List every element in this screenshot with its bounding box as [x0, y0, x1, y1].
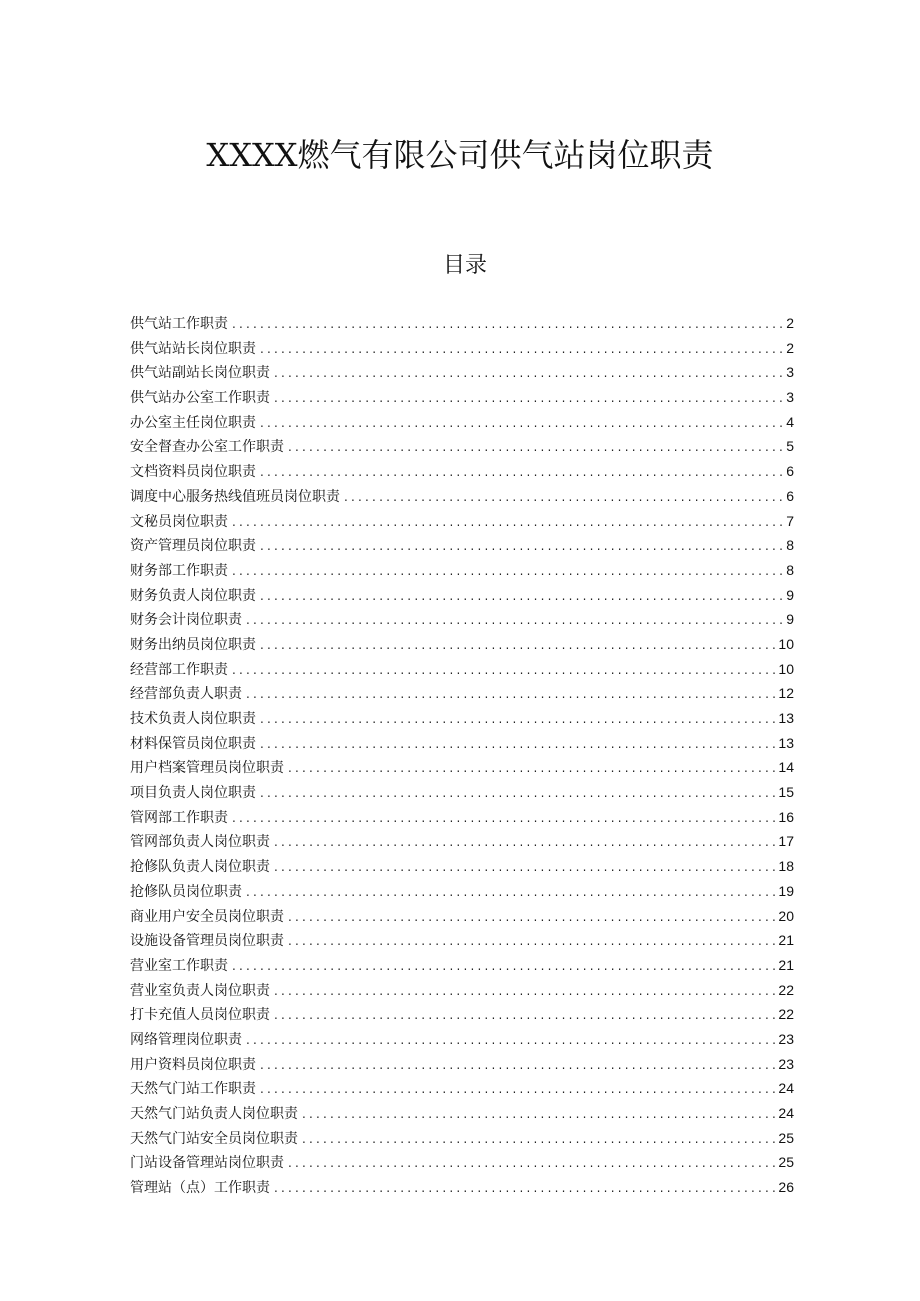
toc-entry-label: 安全督查办公室工作职责: [130, 439, 284, 456]
toc-entry-page-number: 9: [786, 611, 794, 628]
toc-entry-label: 天然气门站安全员岗位职责: [130, 1130, 298, 1147]
toc-entry-page-number: 12: [778, 685, 794, 702]
toc-entry-page-number: 22: [778, 981, 794, 998]
toc-dot-leader: [260, 1077, 776, 1101]
toc-entry[interactable]: [130, 928, 794, 953]
toc-entry[interactable]: [130, 657, 794, 682]
toc-entry[interactable]: [130, 1027, 794, 1052]
toc-entry-page-number: 4: [786, 413, 794, 430]
toc-entry[interactable]: [130, 805, 794, 830]
toc-entry-label: 财务出纳员岗位职责: [130, 636, 256, 653]
toc-entry[interactable]: [130, 879, 794, 904]
toc-entry-page-number: 8: [786, 561, 794, 578]
toc-entry-page-number: 10: [778, 660, 794, 677]
toc-dot-leader: [274, 830, 776, 854]
toc-entry-page-number: 6: [786, 487, 794, 504]
toc-dot-leader: [260, 411, 784, 435]
toc-entry[interactable]: [130, 681, 794, 706]
toc-dot-leader: [288, 1151, 776, 1175]
toc-entry-label: 营业室负责人岗位职责: [130, 982, 270, 999]
toc-entry-page-number: 23: [778, 1030, 794, 1047]
toc-entry[interactable]: [130, 1052, 794, 1077]
toc-entry-label: 文秘员岗位职责: [130, 513, 228, 530]
toc-entry-label: 用户档案管理员岗位职责: [130, 760, 284, 777]
toc-entry[interactable]: [130, 533, 794, 558]
toc-entry-label: 材料保管员岗位职责: [130, 735, 256, 752]
toc-entry-page-number: 26: [778, 1179, 794, 1196]
toc-entry-page-number: 20: [778, 907, 794, 924]
toc-entry-page-number: 3: [786, 364, 794, 381]
toc-dot-leader: [260, 707, 776, 731]
toc-entry[interactable]: [130, 385, 794, 410]
toc-dot-leader: [260, 732, 776, 756]
toc-entry-label: 管网部工作职责: [130, 809, 228, 826]
toc-entry-label: 财务部工作职责: [130, 562, 228, 579]
toc-dot-leader: [232, 806, 776, 830]
toc-entry[interactable]: [130, 434, 794, 459]
toc-entry[interactable]: [130, 509, 794, 534]
toc-entry-page-number: 24: [778, 1105, 794, 1121]
toc-dot-leader: [274, 386, 784, 410]
toc-entry[interactable]: [130, 706, 794, 731]
toc-dot-leader: [232, 559, 784, 583]
toc-entry-label: 经营部工作职责: [130, 661, 228, 678]
toc-entry-page-number: 16: [778, 808, 794, 825]
toc-dot-leader: [232, 312, 784, 336]
toc-dot-leader: [246, 880, 776, 904]
toc-dot-leader: [288, 756, 776, 780]
toc-dot-leader: [274, 1176, 776, 1200]
toc-entry[interactable]: [130, 953, 794, 978]
toc-dot-leader: [274, 361, 784, 385]
toc-entry-page-number: 24: [778, 1080, 794, 1097]
toc-entry-page-number: 2: [786, 315, 794, 331]
toc-entry-label: 技术负责人岗位职责: [130, 711, 256, 727]
toc-dot-leader: [344, 485, 784, 509]
toc-entry[interactable]: [130, 558, 794, 583]
toc-entry-label: 办公室主任岗位职责: [130, 414, 256, 431]
toc-entry[interactable]: [130, 731, 794, 756]
toc-entry-page-number: 21: [778, 932, 794, 949]
toc-entry-label: 财务会计岗位职责: [130, 612, 242, 629]
toc-entry-label: 设施设备管理员岗位职责: [130, 933, 284, 950]
toc-entry-label: 天然气门站负责人岗位职责: [130, 1106, 298, 1122]
toc-entry-label: 供气站副站长岗位职责: [130, 365, 270, 382]
toc-entry[interactable]: [130, 780, 794, 805]
toc-entry-label: 项目负责人岗位职责: [130, 785, 256, 802]
toc-entry[interactable]: [130, 484, 794, 509]
toc-entry[interactable]: [130, 978, 794, 1003]
toc-dot-leader: [302, 1102, 776, 1126]
document-title: XXXX燃气有限公司供气站岗位职责: [206, 136, 714, 174]
toc-entry-label: 供气站站长岗位职责: [130, 340, 256, 357]
toc-entry-page-number: 13: [778, 710, 794, 726]
toc-dot-leader: [288, 435, 784, 459]
toc-dot-leader: [274, 979, 776, 1003]
toc-entry-page-number: 2: [786, 339, 794, 356]
toc-dot-leader: [274, 855, 776, 879]
toc-dot-leader: [246, 1028, 776, 1052]
toc-dot-leader: [260, 633, 776, 657]
toc-entry[interactable]: [130, 904, 794, 929]
toc-entry-page-number: 18: [778, 858, 794, 875]
table-of-contents: [130, 311, 794, 1200]
toc-entry[interactable]: [130, 755, 794, 780]
toc-entry-label: 供气站工作职责: [130, 316, 228, 332]
toc-dot-leader: [260, 534, 784, 558]
toc-dot-leader: [274, 1003, 776, 1027]
toc-entry-page-number: 14: [778, 759, 794, 776]
toc-entry-label: 抢修队员岗位职责: [130, 883, 242, 900]
toc-entry-page-number: 25: [778, 1154, 794, 1171]
toc-entry-label: 商业用户安全员岗位职责: [130, 908, 284, 925]
toc-entry-page-number: 21: [778, 956, 794, 973]
toc-entry-page-number: 13: [778, 734, 794, 751]
toc-entry-label: 文档资料员岗位职责: [130, 464, 256, 481]
toc-entry-page-number: 22: [778, 1006, 794, 1023]
toc-entry[interactable]: [130, 607, 794, 632]
toc-entry-label: 网络管理岗位职责: [130, 1031, 242, 1048]
toc-entry[interactable]: [130, 410, 794, 435]
toc-entry[interactable]: [130, 360, 794, 385]
toc-dot-leader: [260, 584, 784, 608]
toc-entry-label: 供气站办公室工作职责: [130, 390, 270, 407]
toc-entry-page-number: 25: [778, 1129, 794, 1146]
toc-heading: 目录: [442, 253, 487, 278]
toc-entry[interactable]: [130, 854, 794, 879]
toc-entry-label: 管网部负责人岗位职责: [130, 834, 270, 851]
toc-entry[interactable]: [130, 632, 794, 657]
toc-entry[interactable]: [130, 1101, 794, 1126]
toc-entry-page-number: 9: [786, 586, 794, 603]
toc-dot-leader: [232, 510, 784, 534]
toc-dot-leader: [260, 460, 784, 484]
toc-dot-leader: [302, 1127, 776, 1151]
toc-entry[interactable]: [130, 1126, 794, 1151]
toc-entry-label: 抢修队负责人岗位职责: [130, 859, 270, 876]
toc-entry-label: 经营部负责人职责: [130, 686, 242, 703]
toc-entry-page-number: 15: [778, 784, 794, 801]
toc-entry-label: 门站设备管理站岗位职责: [130, 1155, 284, 1172]
toc-entry-page-number: 8: [786, 537, 794, 554]
toc-entry-page-number: 23: [778, 1055, 794, 1072]
toc-dot-leader: [232, 954, 776, 978]
toc-entry-label: 调度中心服务热线值班员岗位职责: [130, 488, 340, 505]
toc-entry[interactable]: [130, 1175, 794, 1200]
toc-entry[interactable]: [130, 311, 794, 336]
toc-entry-label: 用户资料员岗位职责: [130, 1056, 256, 1073]
toc-entry-page-number: 5: [786, 438, 794, 455]
toc-dot-leader: [288, 905, 776, 929]
toc-entry[interactable]: [130, 1150, 794, 1175]
toc-entry[interactable]: [130, 829, 794, 854]
toc-entry-label: 资产管理员岗位职责: [130, 538, 256, 555]
toc-entry-label: 财务负责人岗位职责: [130, 587, 256, 604]
toc-dot-leader: [288, 929, 776, 953]
toc-entry-page-number: 10: [778, 635, 794, 652]
toc-entry-page-number: 7: [786, 512, 794, 529]
toc-entry[interactable]: [130, 583, 794, 608]
toc-dot-leader: [246, 682, 776, 706]
toc-entry[interactable]: [130, 336, 794, 361]
toc-entry-label: 营业室工作职责: [130, 957, 228, 974]
toc-dot-leader: [232, 658, 776, 682]
toc-entry-label: 管理站（点）工作职责: [130, 1180, 270, 1197]
toc-entry-page-number: 6: [786, 463, 794, 480]
toc-entry-page-number: 19: [778, 882, 794, 899]
toc-dot-leader: [246, 608, 784, 632]
toc-entry-page-number: 3: [786, 389, 794, 406]
toc-dot-leader: [260, 1053, 776, 1077]
toc-entry[interactable]: [130, 459, 794, 484]
toc-entry-label: 打卡充值人员岗位职责: [130, 1007, 270, 1024]
toc-entry-page-number: 17: [778, 833, 794, 850]
toc-entry[interactable]: [130, 1002, 794, 1027]
toc-entry[interactable]: [130, 1076, 794, 1101]
toc-entry-label: 天然气门站工作职责: [130, 1081, 256, 1098]
toc-dot-leader: [260, 781, 776, 805]
toc-dot-leader: [260, 337, 784, 361]
